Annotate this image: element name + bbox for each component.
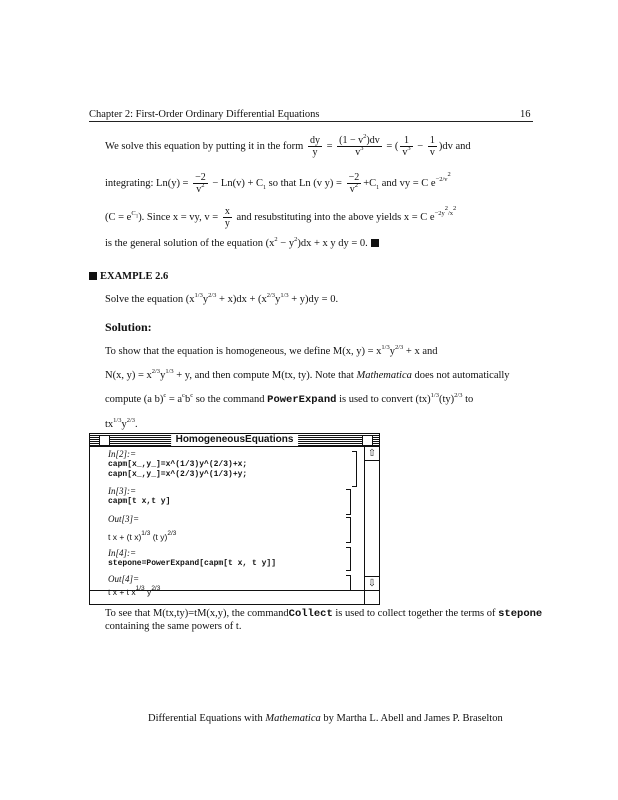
vertical-scrollbar[interactable] xyxy=(364,447,379,590)
cell-label-out4: Out[4]= xyxy=(108,574,140,584)
resize-grow-box-icon[interactable] xyxy=(364,591,379,604)
end-proof-square-icon xyxy=(371,239,379,247)
cell-label-in4: In[4]:= xyxy=(108,548,137,558)
out3-part1: t x + (t x) xyxy=(108,532,142,542)
statement-suffix: dy = 0. xyxy=(308,294,339,305)
notebook-window xyxy=(89,433,380,605)
example-statement: Solve the equation $(x^{1/3}y^{2/3} + x)dx + (x^{2/3}y^{1/3} + y)dy = 0$. xyxy=(105,292,339,305)
cell-bracket[interactable] xyxy=(346,489,351,515)
cell-bracket[interactable] xyxy=(346,575,351,591)
collect-command: Collect xyxy=(288,608,333,620)
after-mid: is used to collect together the terms of xyxy=(335,608,496,619)
example-title: EXAMPLE 2.6 xyxy=(100,271,169,282)
after-line-1 xyxy=(105,607,542,621)
body-line-3: $(C = e^{C_1})$. Since x = vy, v = $\frac{x}{y}$ and resubstituting into the above yields x = C $e^{-2y^2/x^2}$ xyxy=(105,204,457,229)
example-bullet-square-icon xyxy=(89,272,97,280)
line1-text: We solve this equation by putting it in the form xyxy=(105,140,304,152)
frac-neg2-v2: $\frac{-2}{v^2}$ xyxy=(195,172,206,195)
frac-neg2-v2-b: $\frac{-2}{v^2}$ xyxy=(348,172,360,195)
solution-line-1: To show that the equation is homogeneous, we define M(x, $y) = x^{1/3}y^{2/3} + x$ and xyxy=(105,344,438,357)
solution-line-3: compute (a $b)^c = a^cb^c$ so the command PowerExpand is used to convert (tx)$^{1/3}$(ty)$^{2/3}$ to xyxy=(105,392,474,406)
scroll-down-arrow-icon[interactable]: ⇩ xyxy=(365,576,379,590)
p3-to: to xyxy=(465,394,474,405)
solution-line-4: $tx^{1/3}y^{2/3}$. xyxy=(105,417,138,430)
example-heading xyxy=(89,270,168,283)
cell-output-line: t x + t $x^{1/3}$ $y^{2/3}$ xyxy=(108,585,161,597)
footer-suffix: by Martha L. Abell and James P. Braselton xyxy=(323,713,503,724)
page-number: 16 xyxy=(520,109,531,120)
line3-mid: ). Since x = vy, v = xyxy=(138,211,219,223)
out4-text: t x + t x xyxy=(108,587,136,597)
zoom-box-icon[interactable] xyxy=(362,435,373,446)
p2-text: , and then compute M(tx, ty). Note that xyxy=(189,370,354,381)
body-line-1: We solve this equation by putting it in the form $\frac{dy}{y}$ = $\frac{(1 - v^2)dv}{v^3}$ = ( $\frac{1}{v^3}$ − $\frac{1}{v}$ )dv and xyxy=(105,133,471,158)
stepone-variable: stepone xyxy=(498,608,543,620)
solution-line-2: N(x, $y) = x^{2/3}y^{1/3} + y$, and then compute M(tx, ty). Note that Mathematica does not automatically xyxy=(105,368,510,381)
cell-bracket[interactable] xyxy=(346,517,351,543)
p1-text: To show that the equation is homogeneous, we define xyxy=(105,346,331,357)
line2-c1: +C xyxy=(363,177,377,189)
p3-compute: compute xyxy=(105,394,142,405)
cell-bracket[interactable] xyxy=(346,547,351,571)
powerexpand-command: PowerExpand xyxy=(267,394,337,406)
frac-x-y: $\frac{x}{y}$ xyxy=(224,206,230,229)
close-box-icon[interactable] xyxy=(99,435,110,446)
out3-part2: (t y) xyxy=(152,532,168,542)
line1-suffix: dv and xyxy=(442,140,471,152)
cell-bracket[interactable] xyxy=(352,451,357,487)
line4-suffix: dx + x y dy = 0. xyxy=(300,238,368,249)
line2-sothat: so that Ln (v y) = xyxy=(268,177,342,189)
frac-dy-y: $\frac{dy}{y}$ xyxy=(309,135,320,158)
cell-input-line[interactable]: capm[x_,y_]=x^(1/3)y^(2/3)+x; xyxy=(108,460,248,469)
header-rule xyxy=(89,121,533,122)
line3-text: (C = e xyxy=(105,211,132,223)
cell-label-out3: Out[3]= xyxy=(108,514,140,524)
cell-label-in2: In[2]:= xyxy=(108,449,137,459)
cell-label-in3: In[3]:= xyxy=(108,486,137,496)
running-header: Chapter 2: First-Order Ordinary Differential Equations xyxy=(89,109,320,120)
frac-1-v: $\frac{1}{v}$ xyxy=(429,135,435,158)
window-titlebar[interactable] xyxy=(90,434,379,447)
p3-convert: is used to convert xyxy=(339,394,413,405)
window-title: HomogeneousEquations xyxy=(171,434,299,446)
line2-and: and xyxy=(381,177,397,189)
frac-v-poly: $\frac{(1 - v^2)dv}{v^3}$ xyxy=(339,133,380,158)
solution-heading: Solution: xyxy=(105,320,152,334)
p2-rest: does not automatically xyxy=(414,370,510,381)
page-footer xyxy=(148,712,503,725)
scroll-up-arrow-icon[interactable]: ⇧ xyxy=(365,447,379,461)
line2-text: integrating: Ln(y) = xyxy=(105,177,189,189)
p3-so: so the command xyxy=(195,394,265,405)
cell-output-line: t x + (t x)$^{1/3}$ (t y)$^{2/3}$ xyxy=(108,530,177,542)
footer-prefix: Differential Equations with xyxy=(148,713,263,724)
body-line-4: is the general solution of the equation $(x^2 - y^2)dx + x$ y dy = 0. xyxy=(105,237,379,250)
after-line-2: containing the same powers of t. xyxy=(105,621,242,632)
footer-mathematica: Mathematica xyxy=(265,713,321,724)
cell-input-line[interactable]: capn[x_,y_]=x^(2/3)y^(1/3)+y; xyxy=(108,470,248,479)
body-line-2: integrating: Ln(y) = $\frac{-2}{v^2}$ − $Ln(v) + C_1$ so that Ln (v y) = $\frac{-2}{v^2}$ $+C_1$ and vy = C $e^{-2/v^2}$ xyxy=(105,170,451,195)
p1-and: and xyxy=(422,346,438,357)
statement-text: Solve the equation xyxy=(105,294,184,305)
line3-suffix: and resubstituting into the above yields x = C e xyxy=(236,211,435,223)
line4-text: is the general solution of the equation xyxy=(105,238,264,249)
cell-input-line[interactable]: capm[t x,t y] xyxy=(108,497,171,506)
after-text: To see that M(tx,ty)=tM(x,y), the command xyxy=(105,608,289,619)
cell-input-line[interactable]: stepone=PowerExpand[capm[t x, t y]] xyxy=(108,559,277,568)
line2-result: vy = C e xyxy=(399,177,436,189)
p2-mathematica: Mathematica xyxy=(356,370,412,381)
frac-1-v3: $\frac{1}{v^3}$ xyxy=(402,135,411,158)
line2-ln: − Ln(v) + C xyxy=(212,177,264,189)
